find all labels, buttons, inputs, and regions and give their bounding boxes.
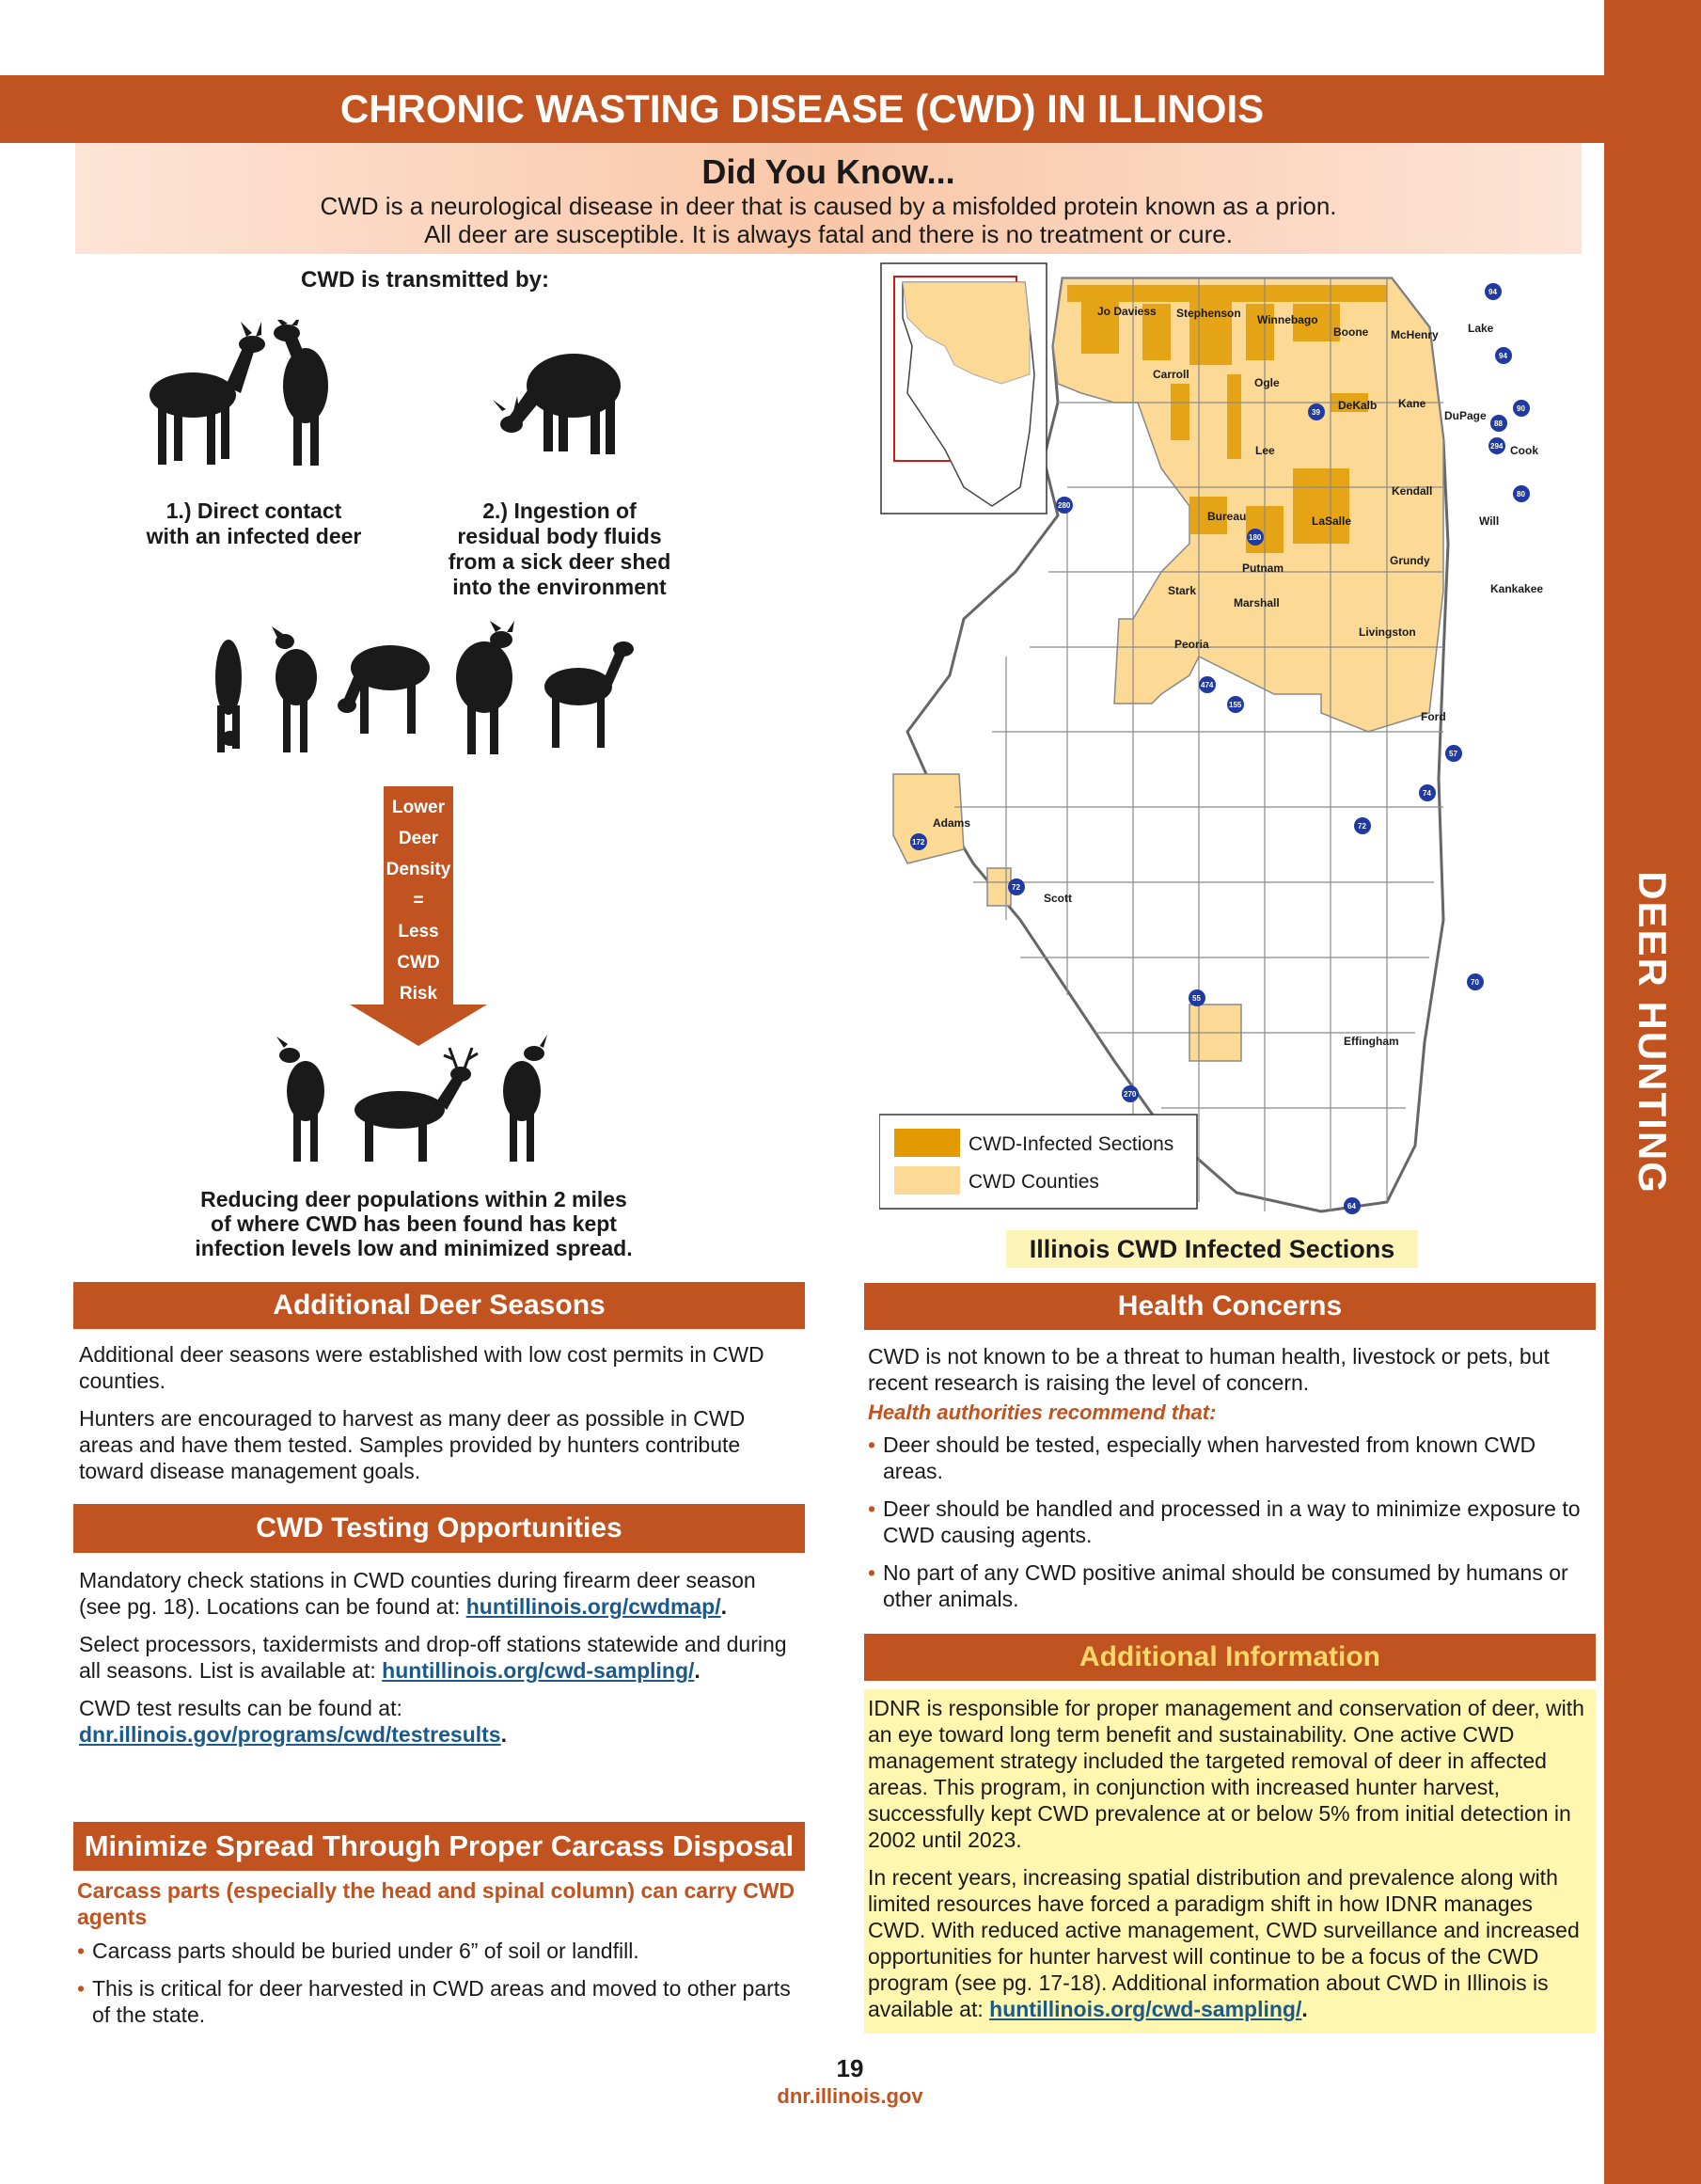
highway-label: 90 [1517, 404, 1525, 413]
highway-label: 270 [1124, 1090, 1137, 1099]
county-label: Carroll [1153, 368, 1189, 381]
direct-contact-line-2: with an infected deer [146, 524, 362, 548]
ingestion-caption [414, 499, 705, 600]
highway-label: 64 [1347, 1202, 1356, 1211]
highway-label: 294 [1490, 442, 1504, 451]
county-label: Kankakee [1490, 582, 1544, 595]
county-label: Will [1479, 514, 1500, 528]
health-p1: CWD is not known to be a threat to human health, livestock or pets, but recent research is raising the level of concern. [868, 1344, 1550, 1395]
reduce-line-1: Reducing deer populations within 2 miles [200, 1187, 627, 1211]
county-label: Lee [1255, 444, 1275, 457]
legend-label-counties: CWD Counties [969, 1171, 1099, 1193]
reduced-herd-illustration [273, 1035, 564, 1166]
page-number: 19 [836, 2054, 864, 2082]
county-label: Lake [1468, 322, 1494, 335]
county-label: DuPage [1444, 409, 1487, 422]
county-label: Ford [1421, 710, 1446, 723]
additional-info-p1: IDNR is responsible for proper management and conservation of deer, with an eye toward long term benefit and sustainability. One active CWD management strategy included the targeted removal of deer in affected areas. This program, in conjunction with increased hunter harvest, successfully kept CWD prevalence at or below 5% from initial detection in 2002 until 2023. [868, 1696, 1584, 1852]
deer-seasons-p1: Additional deer seasons were established with low cost permits in CWD counties. [79, 1342, 764, 1393]
highway-label: 72 [1358, 822, 1366, 831]
ingestion-line-3: from a sick deer shed [448, 549, 671, 574]
health-body [868, 1343, 1594, 1623]
testing-p2-text: Select processors, taxidermists and drop-off stations statewide and during all seasons. List is available at: [79, 1632, 787, 1683]
highway-label: 474 [1201, 681, 1214, 689]
carcass-heading: Minimize Spread Through Proper Carcass Disposal [73, 1822, 805, 1871]
legend-label-infected: CWD-Infected Sections [969, 1133, 1174, 1155]
website-link[interactable]: dnr.illinois.gov [777, 2084, 923, 2108]
health-heading: Health Concerns [864, 1283, 1596, 1330]
cwdmap-link[interactable]: huntillinois.org/cwdmap/ [465, 1594, 721, 1619]
cwd-sampling-link[interactable]: huntillinois.org/cwd-sampling/ [382, 1658, 695, 1683]
carcass-subheading: Carcass parts (especially the head and spinal column) can carry CWD agents [77, 1878, 795, 1929]
county-label: Stark [1168, 584, 1197, 597]
did-you-know-line-2: All deer are susceptible. It is always fatal and there is no treatment or cure. [424, 220, 1233, 248]
legend-swatch-infected [894, 1129, 960, 1157]
county-label: Jo Daviess [1097, 305, 1157, 318]
county-label: LaSalle [1312, 514, 1352, 528]
carcass-bullets [77, 1938, 805, 2028]
highway-label: 280 [1058, 501, 1071, 510]
health-subheading: Health authorities recommend that: [868, 1401, 1217, 1424]
county-label: Putnam [1242, 562, 1284, 575]
reduce-line-3: infection levels low and minimized spread. [195, 1236, 633, 1260]
testing-body [79, 1567, 803, 1759]
deer-herd-illustration [202, 621, 635, 762]
county-label: Stephenson [1176, 307, 1241, 320]
deer-seasons-body [79, 1341, 803, 1496]
cwd-county-scott [987, 868, 1011, 906]
additional-info-heading: Additional Information [864, 1634, 1596, 1681]
arrow-word: Lower [392, 798, 445, 817]
direct-contact-deer-illustration [132, 320, 376, 470]
did-you-know-heading: Did You Know... [701, 152, 955, 191]
health-bullet-2: • Deer should be handled and processed in a way to minimize exposure to CWD causing agents. [868, 1496, 1594, 1548]
county-label: Kane [1398, 397, 1426, 410]
testing-p1-text: Mandatory check stations in CWD counties during firearm deer season (see pg. 18). Locations can be found at: [79, 1568, 756, 1619]
health-bullet-3: • No part of any CWD positive animal should be consumed by humans or other animals. [868, 1559, 1594, 1612]
highway-label: 94 [1499, 352, 1507, 360]
county-label: Adams [933, 816, 971, 830]
ingestion-line-2: residual body fluids [457, 524, 662, 548]
highway-label: 180 [1249, 533, 1262, 542]
carcass-body [77, 1877, 805, 2039]
county-label: Scott [1044, 892, 1072, 905]
additional-info-body [868, 1695, 1594, 2034]
testing-p3: CWD test results can be found at: dnr.illinois.gov/programs/cwd/testresults. [79, 1696, 507, 1747]
map-caption: Illinois CWD Infected Sections [1006, 1230, 1418, 1268]
county-label: Grundy [1390, 554, 1430, 567]
ingestion-line-1: 2.) Ingestion of [482, 499, 637, 523]
highway-label: 88 [1494, 419, 1503, 428]
county-label: Effingham [1344, 1035, 1399, 1048]
testing-p2: Select processors, taxidermists and drop-off stations statewide and during all seasons. List is available at: huntillinois.org/cwd-sampling/. [79, 1632, 787, 1683]
direct-contact-line-1: 1.) Direct contact [165, 499, 342, 523]
ingestion-deer-illustration [489, 334, 630, 466]
transmission-heading: CWD is transmitted by: [300, 267, 550, 293]
test-results-link[interactable]: dnr.illinois.gov/programs/cwd/testresults [79, 1722, 501, 1747]
direct-contact-caption [122, 499, 386, 549]
density-arrow-text [384, 792, 453, 1009]
highway-label: 74 [1423, 789, 1431, 798]
county-label: Marshall [1234, 596, 1280, 609]
did-you-know-box [75, 143, 1582, 254]
arrow-word: CWD [397, 953, 440, 973]
highway-label: 39 [1312, 408, 1320, 417]
illinois-cwd-map [879, 261, 1570, 1221]
reduce-population-text [132, 1187, 696, 1260]
legend-swatch-counties [894, 1166, 960, 1195]
county-label: Ogle [1254, 376, 1280, 389]
side-tab-label: DEER HUNTING [1630, 871, 1675, 1195]
ingestion-line-4: into the environment [452, 575, 667, 599]
highway-label: 70 [1471, 978, 1479, 987]
highway-label: 172 [912, 838, 925, 847]
county-label: DeKalb [1338, 399, 1378, 412]
testing-p3-text: CWD test results can be found at: [79, 1696, 402, 1720]
cwd-sampling-link-2[interactable]: huntillinois.org/cwd-sampling/ [989, 1997, 1302, 2021]
county-label: Kendall [1392, 484, 1433, 498]
highway-label: 155 [1229, 701, 1242, 709]
county-label: Bureau [1207, 510, 1247, 523]
county-label: Winnebago [1257, 313, 1318, 326]
county-label: McHenry [1391, 328, 1439, 341]
testing-heading: CWD Testing Opportunities [73, 1504, 805, 1553]
testing-p1: Mandatory check stations in CWD counties during firearm deer season (see pg. 18). Locations can be found at: huntillinois.org/cwdmap/. [79, 1568, 756, 1619]
additional-info-p2-text: In recent years, increasing spatial distribution and prevalence along with limited resources have forced a paradigm shift in how IDNR manages CWD. With reduced active management, CWD surveillance and increased opportunities for hunter harvest will continue to be a focus of the CWD program (see pg. 17-18). Additional information about CWD in Illinois is available at: [868, 1865, 1580, 2021]
highway-label: 80 [1517, 490, 1525, 499]
county-label: Livingston [1359, 625, 1416, 639]
highway-label: 94 [1488, 288, 1497, 296]
did-you-know-line-1: CWD is a neurological disease in deer that is caused by a misfolded protein known as a prion. [320, 192, 1337, 220]
arrow-word: Deer [398, 829, 439, 848]
health-bullet-1: • Deer should be tested, especially when harvested from known CWD areas. [868, 1432, 1594, 1484]
deer-seasons-p2: Hunters are encouraged to harvest as many deer as possible in CWD areas and have them tested. Samples provided by hunters contribute toward disease management goals. [79, 1406, 746, 1483]
additional-info-p2: In recent years, increasing spatial distribution and prevalence along with limited resources have forced a paradigm shift in how IDNR manages CWD. With reduced active management, CWD surveillance and increased opportunities for hunter harvest will continue to be a focus of the CWD program (see pg. 17-18). Additional information about CWD in Illinois is available at: huntillinois.org/cwd-sampling/. [868, 1865, 1580, 2021]
carcass-bullet-2: • This is critical for deer harvested in CWD areas and moved to other parts of the state. [77, 1975, 805, 2028]
county-label: Cook [1510, 444, 1538, 457]
reduce-line-2: of where CWD has been found has kept [211, 1211, 617, 1236]
arrow-word: = [413, 891, 424, 910]
health-bullets [868, 1432, 1594, 1612]
carcass-bullet-1: • Carcass parts should be buried under 6” of soil or landfill. [77, 1938, 805, 1964]
county-label: Boone [1333, 325, 1369, 339]
county-label: Peoria [1174, 638, 1209, 651]
arrow-word: Risk [399, 984, 438, 1004]
arrow-word: Less [398, 922, 439, 942]
deer-seasons-heading: Additional Deer Seasons [73, 1282, 805, 1329]
page-title: CHRONIC WASTING DISEASE (CWD) IN ILLINOIS [0, 75, 1604, 143]
highway-label: 55 [1192, 994, 1201, 1003]
arrow-word: Density [386, 860, 451, 879]
highway-label: 72 [1012, 883, 1020, 892]
highway-label: 57 [1449, 750, 1457, 758]
